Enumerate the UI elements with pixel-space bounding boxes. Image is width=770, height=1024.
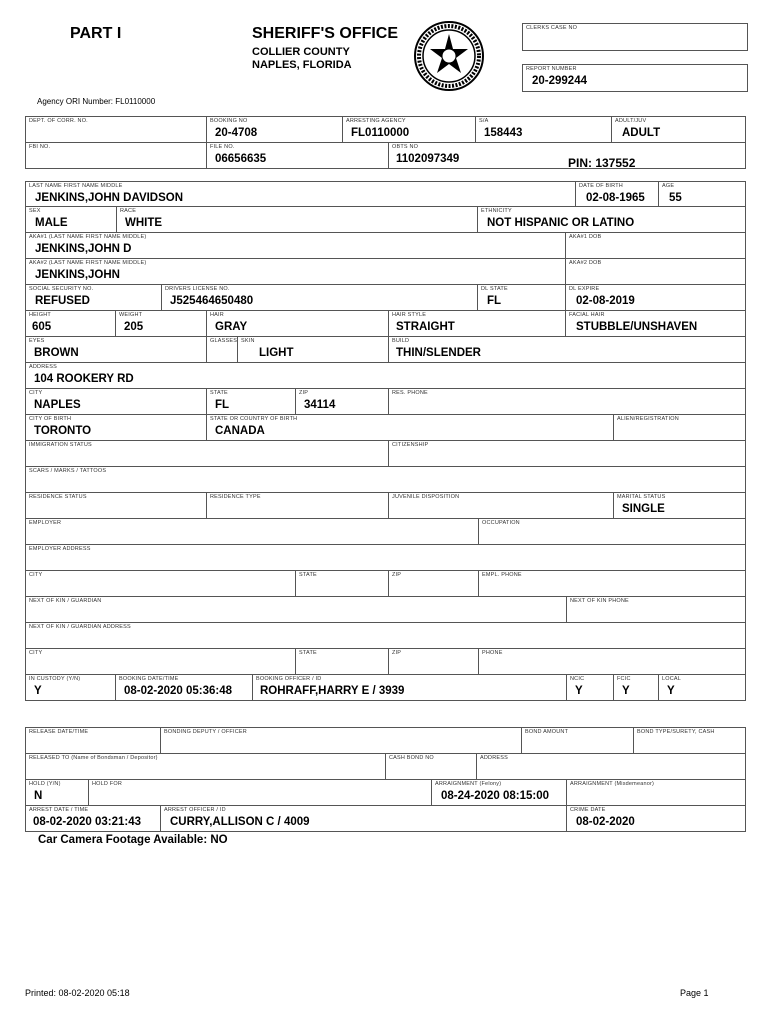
booking-datetime-value: 08-02-2020 05:36:48 (124, 685, 233, 697)
juvenile-disposition-cell (388, 492, 614, 519)
printed-date: Printed: 08-02-2020 05:18 (25, 988, 130, 998)
employer-phone-cell (478, 570, 746, 597)
kin-phone-label: PHONE (482, 650, 503, 656)
age-cell (658, 181, 746, 207)
arresting-agency-label: ARRESTING AGENCY (346, 118, 406, 124)
released-to-cell (25, 753, 386, 780)
address-cell (25, 362, 746, 389)
fcic-value: Y (622, 685, 630, 697)
ncic-value: Y (575, 685, 583, 697)
bonding-deputy-cell (160, 727, 522, 754)
bond-amount-cell (521, 727, 634, 754)
weight-cell (115, 310, 207, 337)
booking-value: 20-4708 (215, 127, 258, 139)
page-number: Page 1 (680, 988, 709, 998)
part-title: PART I (70, 25, 122, 42)
arrest-datetime-cell (25, 805, 161, 832)
state-cell (206, 388, 296, 415)
report-number-value: 20-299244 (532, 75, 587, 87)
skin-label: SKIN (241, 338, 255, 344)
aka1-value: JENKINS,JOHN D (35, 243, 132, 255)
adult-juv-cell (611, 116, 746, 143)
kin-zip-label: ZIP (392, 650, 402, 656)
occupation-label: OCCUPATION (482, 520, 520, 526)
eyes-value: BROWN (34, 347, 79, 359)
next-of-kin-phone-label: NEXT OF KIN PHONE (570, 598, 629, 604)
aka1-label: AKA#1 (LAST NAME FIRST NAME MIDDLE) (29, 234, 147, 240)
employer-phone-label: EMPL. PHONE (482, 572, 522, 578)
report-number-label: REPORT NUMBER (526, 66, 577, 72)
arraignment-misd-label: ARRAIGNMENT (Misdemeanor) (570, 781, 655, 787)
skin-value: LIGHT (259, 347, 294, 359)
kin-city-label: CITY (29, 650, 43, 656)
city-cell (25, 388, 207, 415)
local-label: LOCAL (662, 676, 682, 682)
dept-corr-label: DEPT. OF CORR. NO. (29, 118, 88, 124)
bond-type-cell (633, 727, 746, 754)
arraignment-felony-value: 08-24-2020 08:15:00 (441, 790, 550, 802)
kin-phone-cell (478, 648, 746, 675)
booking-datetime-cell (115, 674, 253, 701)
residence-status-label: RESIDENCE STATUS (29, 494, 87, 500)
employer-zip-cell (388, 570, 479, 597)
employer-state-cell (295, 570, 389, 597)
arrest-datetime-value: 08-02-2020 03:21:43 (33, 816, 142, 828)
booking-officer-label: BOOKING OFFICER / ID (256, 676, 322, 682)
city-label: CITY (29, 390, 43, 396)
arrest-officer-cell (160, 805, 567, 832)
local-cell (658, 674, 746, 701)
name-value: JENKINS,JOHN DAVIDSON (35, 192, 184, 204)
race-cell (116, 206, 478, 233)
clerks-case-label: CLERKS CASE NO (526, 25, 578, 31)
dl-state-label: DL STATE (481, 286, 508, 292)
booking-officer-value: ROHRAFF,HARRY E / 3939 (260, 685, 405, 697)
marital-status-label: MARITAL STATUS (617, 494, 666, 500)
state-value: FL (215, 399, 230, 411)
cash-bond-label: CASH BOND NO (389, 755, 434, 761)
glasses-cell (206, 336, 238, 363)
crime-date-value: 08-02-2020 (576, 816, 635, 828)
obts-cell (388, 142, 746, 169)
dl-expire-cell (565, 284, 746, 311)
state-label: STATE (210, 390, 228, 396)
ssn-label: SOCIAL SECURITY NO. (29, 286, 94, 292)
name-label: LAST NAME FIRST NAME MIDDLE (29, 183, 123, 189)
occupation-cell (478, 518, 746, 545)
dl-value: J525464650480 (170, 295, 254, 307)
next-of-kin-label: NEXT OF KIN / GUARDIAN (29, 598, 102, 604)
hold-for-label: HOLD FOR (92, 781, 123, 787)
alien-registration-label: ALIEN/REGISTRATION (617, 416, 679, 422)
sa-value: 158443 (484, 127, 523, 139)
fcic-cell (613, 674, 659, 701)
ssn-cell (25, 284, 162, 311)
arresting-agency-cell (342, 116, 476, 143)
ethnicity-value: NOT HISPANIC OR LATINO (487, 217, 635, 229)
booking-label: BOOKING NO (210, 118, 248, 124)
next-of-kin-phone-cell (566, 596, 746, 623)
dl-state-cell (477, 284, 566, 311)
office-title: SHERIFF'S OFFICE (252, 25, 399, 42)
obts-label: OBTS NO (392, 144, 419, 150)
age-value: 55 (669, 192, 682, 204)
in-custody-label: IN CUSTODY (Y/N) (29, 676, 81, 682)
aka2-label: AKA#2 (LAST NAME FIRST NAME MIDDLE) (29, 260, 147, 266)
release-datetime-cell (25, 727, 161, 754)
address-value: 104 ROOKERY RD (34, 373, 134, 385)
aka2-dob-cell (565, 258, 746, 285)
hold-label: HOLD (Y/N) (29, 781, 61, 787)
bond-amount-label: BOND AMOUNT (525, 729, 569, 735)
fbi-label: FBI NO. (29, 144, 51, 150)
next-of-kin-cell (25, 596, 567, 623)
local-value: Y (667, 685, 675, 697)
hair-label: HAIR (210, 312, 224, 318)
in-custody-cell (25, 674, 116, 701)
kin-state-cell (295, 648, 389, 675)
dl-label: DRIVERS LICENSE NO. (165, 286, 230, 292)
file-value: 06656635 (215, 153, 267, 165)
hair-cell (206, 310, 389, 337)
ncic-cell (566, 674, 614, 701)
kin-city-cell (25, 648, 296, 675)
race-label: RACE (120, 208, 137, 214)
arresting-agency-value: FL0110000 (351, 127, 410, 139)
kin-address-label: NEXT OF KIN / GUARDIAN ADDRESS (29, 624, 131, 630)
employer-state-label: STATE (299, 572, 317, 578)
citizenship-label: CITIZENSHIP (392, 442, 429, 448)
sa-label: S/A (479, 118, 489, 124)
bonding-deputy-label: BONDING DEPUTY / OFFICER (164, 729, 247, 735)
car-camera-note: Car Camera Footage Available: NO (38, 834, 228, 846)
arraignment-misd-cell (566, 779, 746, 806)
ssn-value: REFUSED (35, 295, 90, 307)
hold-value: N (34, 790, 43, 802)
agency-ori: Agency ORI Number: FL0110000 (37, 97, 156, 106)
employer-label: EMPLOYER (29, 520, 62, 526)
kin-address-cell (25, 622, 746, 649)
arraignment-felony-cell (431, 779, 567, 806)
kin-state-label: STATE (299, 650, 317, 656)
employer-address-cell (25, 544, 746, 571)
address-label: ADDRESS (29, 364, 57, 370)
eyes-label: EYES (29, 338, 45, 344)
dl-cell (161, 284, 478, 311)
booking-officer-cell (252, 674, 567, 701)
hair-value: GRAY (215, 321, 248, 333)
state-country-birth-cell (206, 414, 614, 441)
bond-type-label: BOND TYPE/SURETY, CASH (637, 729, 715, 735)
ethnicity-cell (477, 206, 746, 233)
citizenship-cell (388, 440, 746, 467)
county-name: COLLIER COUNTY (252, 46, 350, 58)
zip-label: ZIP (299, 390, 309, 396)
sex-cell (25, 206, 117, 233)
marital-status-value: SINGLE (622, 503, 665, 515)
build-value: THIN/SLENDER (396, 347, 481, 359)
released-to-label: RELEASED TO (Name of Bondsman / Depositor) (29, 755, 158, 761)
arrest-datetime-label: ARREST DATE / TIME (29, 807, 89, 813)
arrest-officer-value: CURRY,ALLISON C / 4009 (170, 816, 310, 828)
aka2-value: JENKINS,JOHN (35, 269, 120, 281)
aka2-dob-label: AKA#2 DOB (569, 260, 602, 266)
eyes-cell (25, 336, 207, 363)
dept-corr-cell (25, 116, 207, 143)
sex-label: SEX (29, 208, 41, 214)
arraignment-felony-label: ARRAIGNMENT (Felony) (435, 781, 502, 787)
build-label: BUILD (392, 338, 410, 344)
aka1-cell (25, 232, 566, 259)
obts-value: 1102097349 (396, 153, 460, 165)
ncic-label: NCIC (570, 676, 585, 682)
height-value: 605 (32, 321, 52, 333)
aka2-cell (25, 258, 566, 285)
city-of-birth-cell (25, 414, 207, 441)
fbi-cell (25, 142, 207, 169)
hair-style-cell (388, 310, 566, 337)
ethnicity-label: ETHNICITY (481, 208, 512, 214)
dl-expire-value: 02-08-2019 (576, 295, 635, 307)
crime-date-cell (566, 805, 746, 832)
name-cell (25, 181, 576, 207)
sex-value: MALE (35, 217, 68, 229)
adult-juv-value: ADULT (622, 127, 661, 139)
aka1-dob-label: AKA#1 DOB (569, 234, 602, 240)
release-datetime-label: RELEASE DATE/TIME (29, 729, 89, 735)
facial-hair-value: STUBBLE/UNSHAVEN (576, 321, 698, 333)
fcic-label: FCIC (617, 676, 631, 682)
zip-cell (295, 388, 389, 415)
residence-type-cell (206, 492, 389, 519)
state-country-birth-label: STATE OR COUNTRY OF BIRTH (210, 416, 298, 422)
employer-address-label: EMPLOYER ADDRESS (29, 546, 91, 552)
zip-value: 34114 (304, 399, 336, 411)
race-value: WHITE (125, 217, 163, 229)
weight-value: 205 (124, 321, 144, 333)
res-phone-cell (388, 388, 746, 415)
hair-style-value: STRAIGHT (396, 321, 455, 333)
glasses-label: GLASSES (210, 338, 238, 344)
age-label: AGE (662, 183, 675, 189)
dl-state-value: FL (487, 295, 502, 307)
city-of-birth-value: TORONTO (34, 425, 92, 437)
pin-value: PIN: 137552 (568, 156, 636, 170)
marital-status-cell (613, 492, 746, 519)
report-number-box (522, 64, 748, 92)
employer-city-label: CITY (29, 572, 43, 578)
height-cell (25, 310, 116, 337)
facial-hair-label: FACIAL HAIR (569, 312, 605, 318)
release-address-label: ADDRESS (480, 755, 508, 761)
hold-cell (25, 779, 89, 806)
juvenile-disposition-label: JUVENILE DISPOSITION (392, 494, 460, 500)
kin-zip-cell (388, 648, 479, 675)
weight-label: WEIGHT (119, 312, 143, 318)
sa-cell (475, 116, 612, 143)
city-value: NAPLES (34, 399, 81, 411)
dob-cell (575, 181, 659, 207)
residence-status-cell (25, 492, 207, 519)
file-cell (206, 142, 389, 169)
city-of-birth-label: CITY OF BIRTH (29, 416, 72, 422)
scars-cell (25, 466, 746, 493)
alien-registration-cell (613, 414, 746, 441)
booking-cell (206, 116, 343, 143)
build-cell (388, 336, 746, 363)
release-address-cell (476, 753, 746, 780)
cash-bond-cell (385, 753, 477, 780)
hair-style-label: HAIR STYLE (392, 312, 427, 318)
aka1-dob-cell (565, 232, 746, 259)
state-country-birth-value: CANADA (215, 425, 265, 437)
facial-hair-cell (565, 310, 746, 337)
res-phone-label: RES. PHONE (392, 390, 428, 396)
sheriff-seal-icon (413, 20, 485, 92)
city-state: NAPLES, FLORIDA (252, 59, 352, 71)
immigration-status-cell (25, 440, 389, 467)
employer-zip-label: ZIP (392, 572, 402, 578)
employer-city-cell (25, 570, 296, 597)
clerks-case-box (522, 23, 748, 51)
employer-cell (25, 518, 479, 545)
crime-date-label: CRIME DATE (570, 807, 606, 813)
residence-type-label: RESIDENCE TYPE (210, 494, 261, 500)
hold-for-cell (88, 779, 432, 806)
immigration-status-label: IMMIGRATION STATUS (29, 442, 92, 448)
skin-cell (237, 336, 389, 363)
height-label: HEIGHT (29, 312, 51, 318)
dob-label: DATE OF BIRTH (579, 183, 623, 189)
adult-juv-label: ADULT/JUV (615, 118, 647, 124)
booking-datetime-label: BOOKING DATE/TIME (119, 676, 179, 682)
in-custody-value: Y (34, 685, 42, 697)
scars-label: SCARS / MARKS / TATTOOS (29, 468, 107, 474)
arrest-officer-label: ARREST OFFICER / ID (164, 807, 226, 813)
file-label: FILE NO. (210, 144, 235, 150)
dob-value: 02-08-1965 (586, 192, 645, 204)
dl-expire-label: DL EXPIRE (569, 286, 600, 292)
